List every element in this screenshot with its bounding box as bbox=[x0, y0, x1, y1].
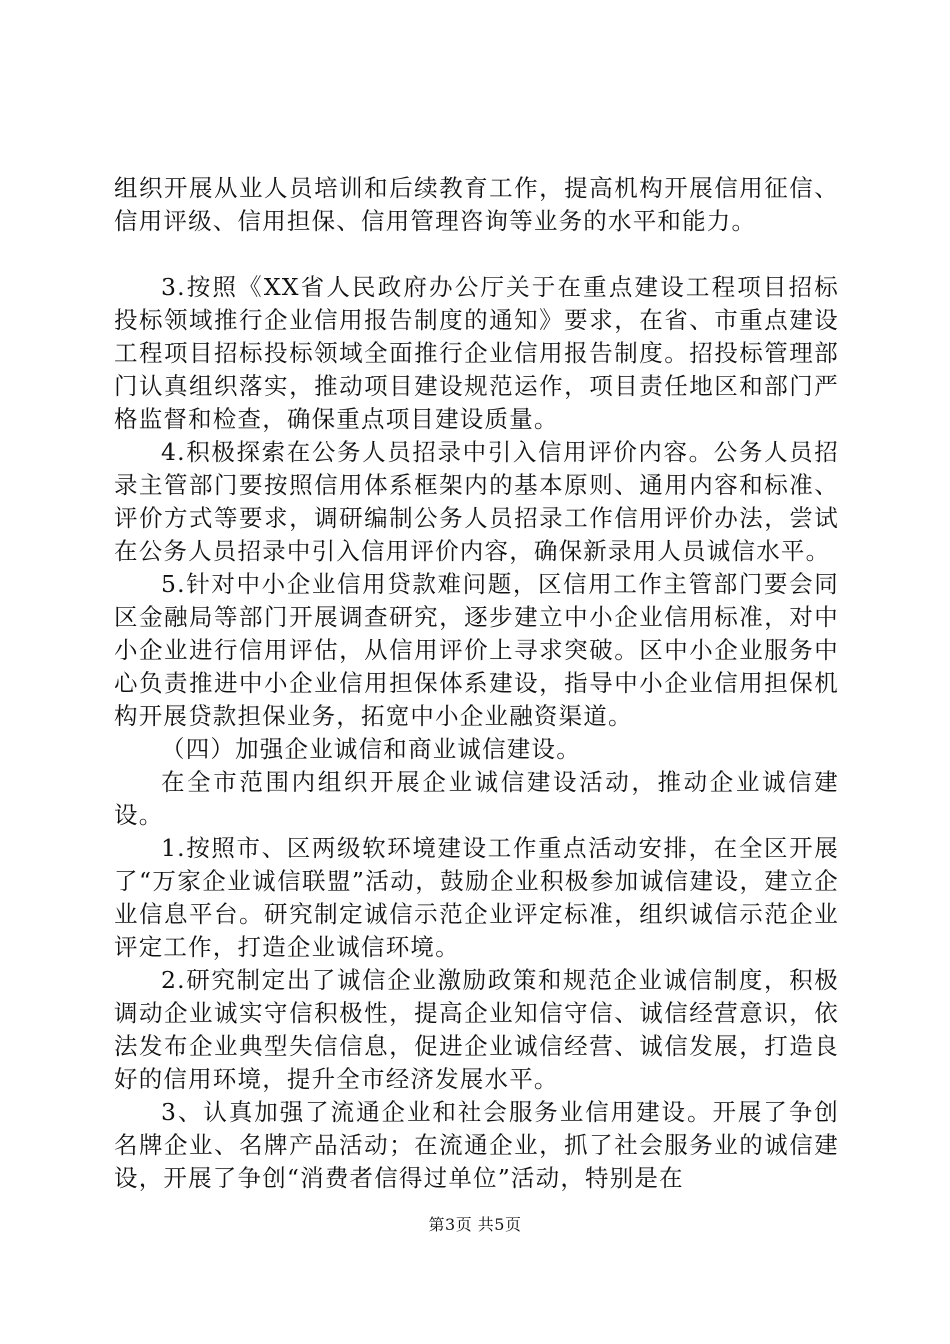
document-body bbox=[114, 172, 839, 1195]
paragraph-item-3: 3.按照《XX省人民政府办公厅关于在重点建设工程项目招标投标领域推行企业信用报告制度的通知》要求，在省、市重点建设工程项目招标投标领域全面推行企业信用报告制度。招投标管理部门认真组织落实，推动项目建设规范运作，项目责任地区和部门严格监督和检查，确保重点项目建设质量。 bbox=[114, 273, 839, 433]
paragraph-item-4: 4.积极探索在公务人员招录中引入信用评价内容。公务人员招录主管部门要按照信用体系框架内的基本原则、通用内容和标准、评价方式等要求，调研编制公务人员招录工作信用评价办法，尝试在公务人员招录中引入信用评价内容，确保新录用人员诚信水平。 bbox=[114, 438, 839, 565]
section-heading-4: （四）加强企业诚信和商业诚信建设。 bbox=[161, 735, 581, 763]
paragraph-item-5: 5.针对中小企业信用贷款难问题，区信用工作主管部门要会同区金融局等部门开展调查研究，逐步建立中小企业信用标准，对中小企业进行信用评估，从信用评价上寻求突破。区中小企业服务中心负责推进中小企业信用担保体系建设，指导中小企业信用担保机构开展贷款担保业务，拓宽中小企业融资渠道。 bbox=[114, 570, 839, 730]
paragraph-item-1: 1.按照市、区两级软环境建设工作重点活动安排，在全区开展了“万家企业诚信联盟”活动，鼓励企业积极参加诚信建设，建立企业信息平台。研究制定诚信示范企业评定标准，组织诚信示范企业评定工作，打造企业诚信环境。 bbox=[114, 834, 839, 961]
paragraph-item-2: 2.研究制定出了诚信企业激励政策和规范企业诚信制度，积极调动企业诚实守信积极性，提高企业知信守信、诚信经营意识，依法发布企业典型失信信息，促进企业诚信经营、诚信发展，打造良好的信用环境，提升全市经济发展水平。 bbox=[114, 966, 839, 1093]
paragraph-continuation: 组织开展从业人员培训和后续教育工作，提高机构开展信用征信、信用评级、信用担保、信用管理咨询等业务的水平和能力。 bbox=[114, 174, 839, 235]
paragraph-item-3b: 3、认真加强了流通企业和社会服务业信用建设。开展了争创名牌企业、名牌产品活动；在流通企业，抓了社会服务业的诚信建设，开展了争创“消费者信得过单位”活动，特别是在 bbox=[114, 1098, 839, 1192]
section-intro: 在全市范围内组织开展企业诚信建设活动，推动企业诚信建设。 bbox=[114, 768, 839, 829]
page-number-footer: 第3页 共5页 bbox=[428, 1215, 522, 1234]
